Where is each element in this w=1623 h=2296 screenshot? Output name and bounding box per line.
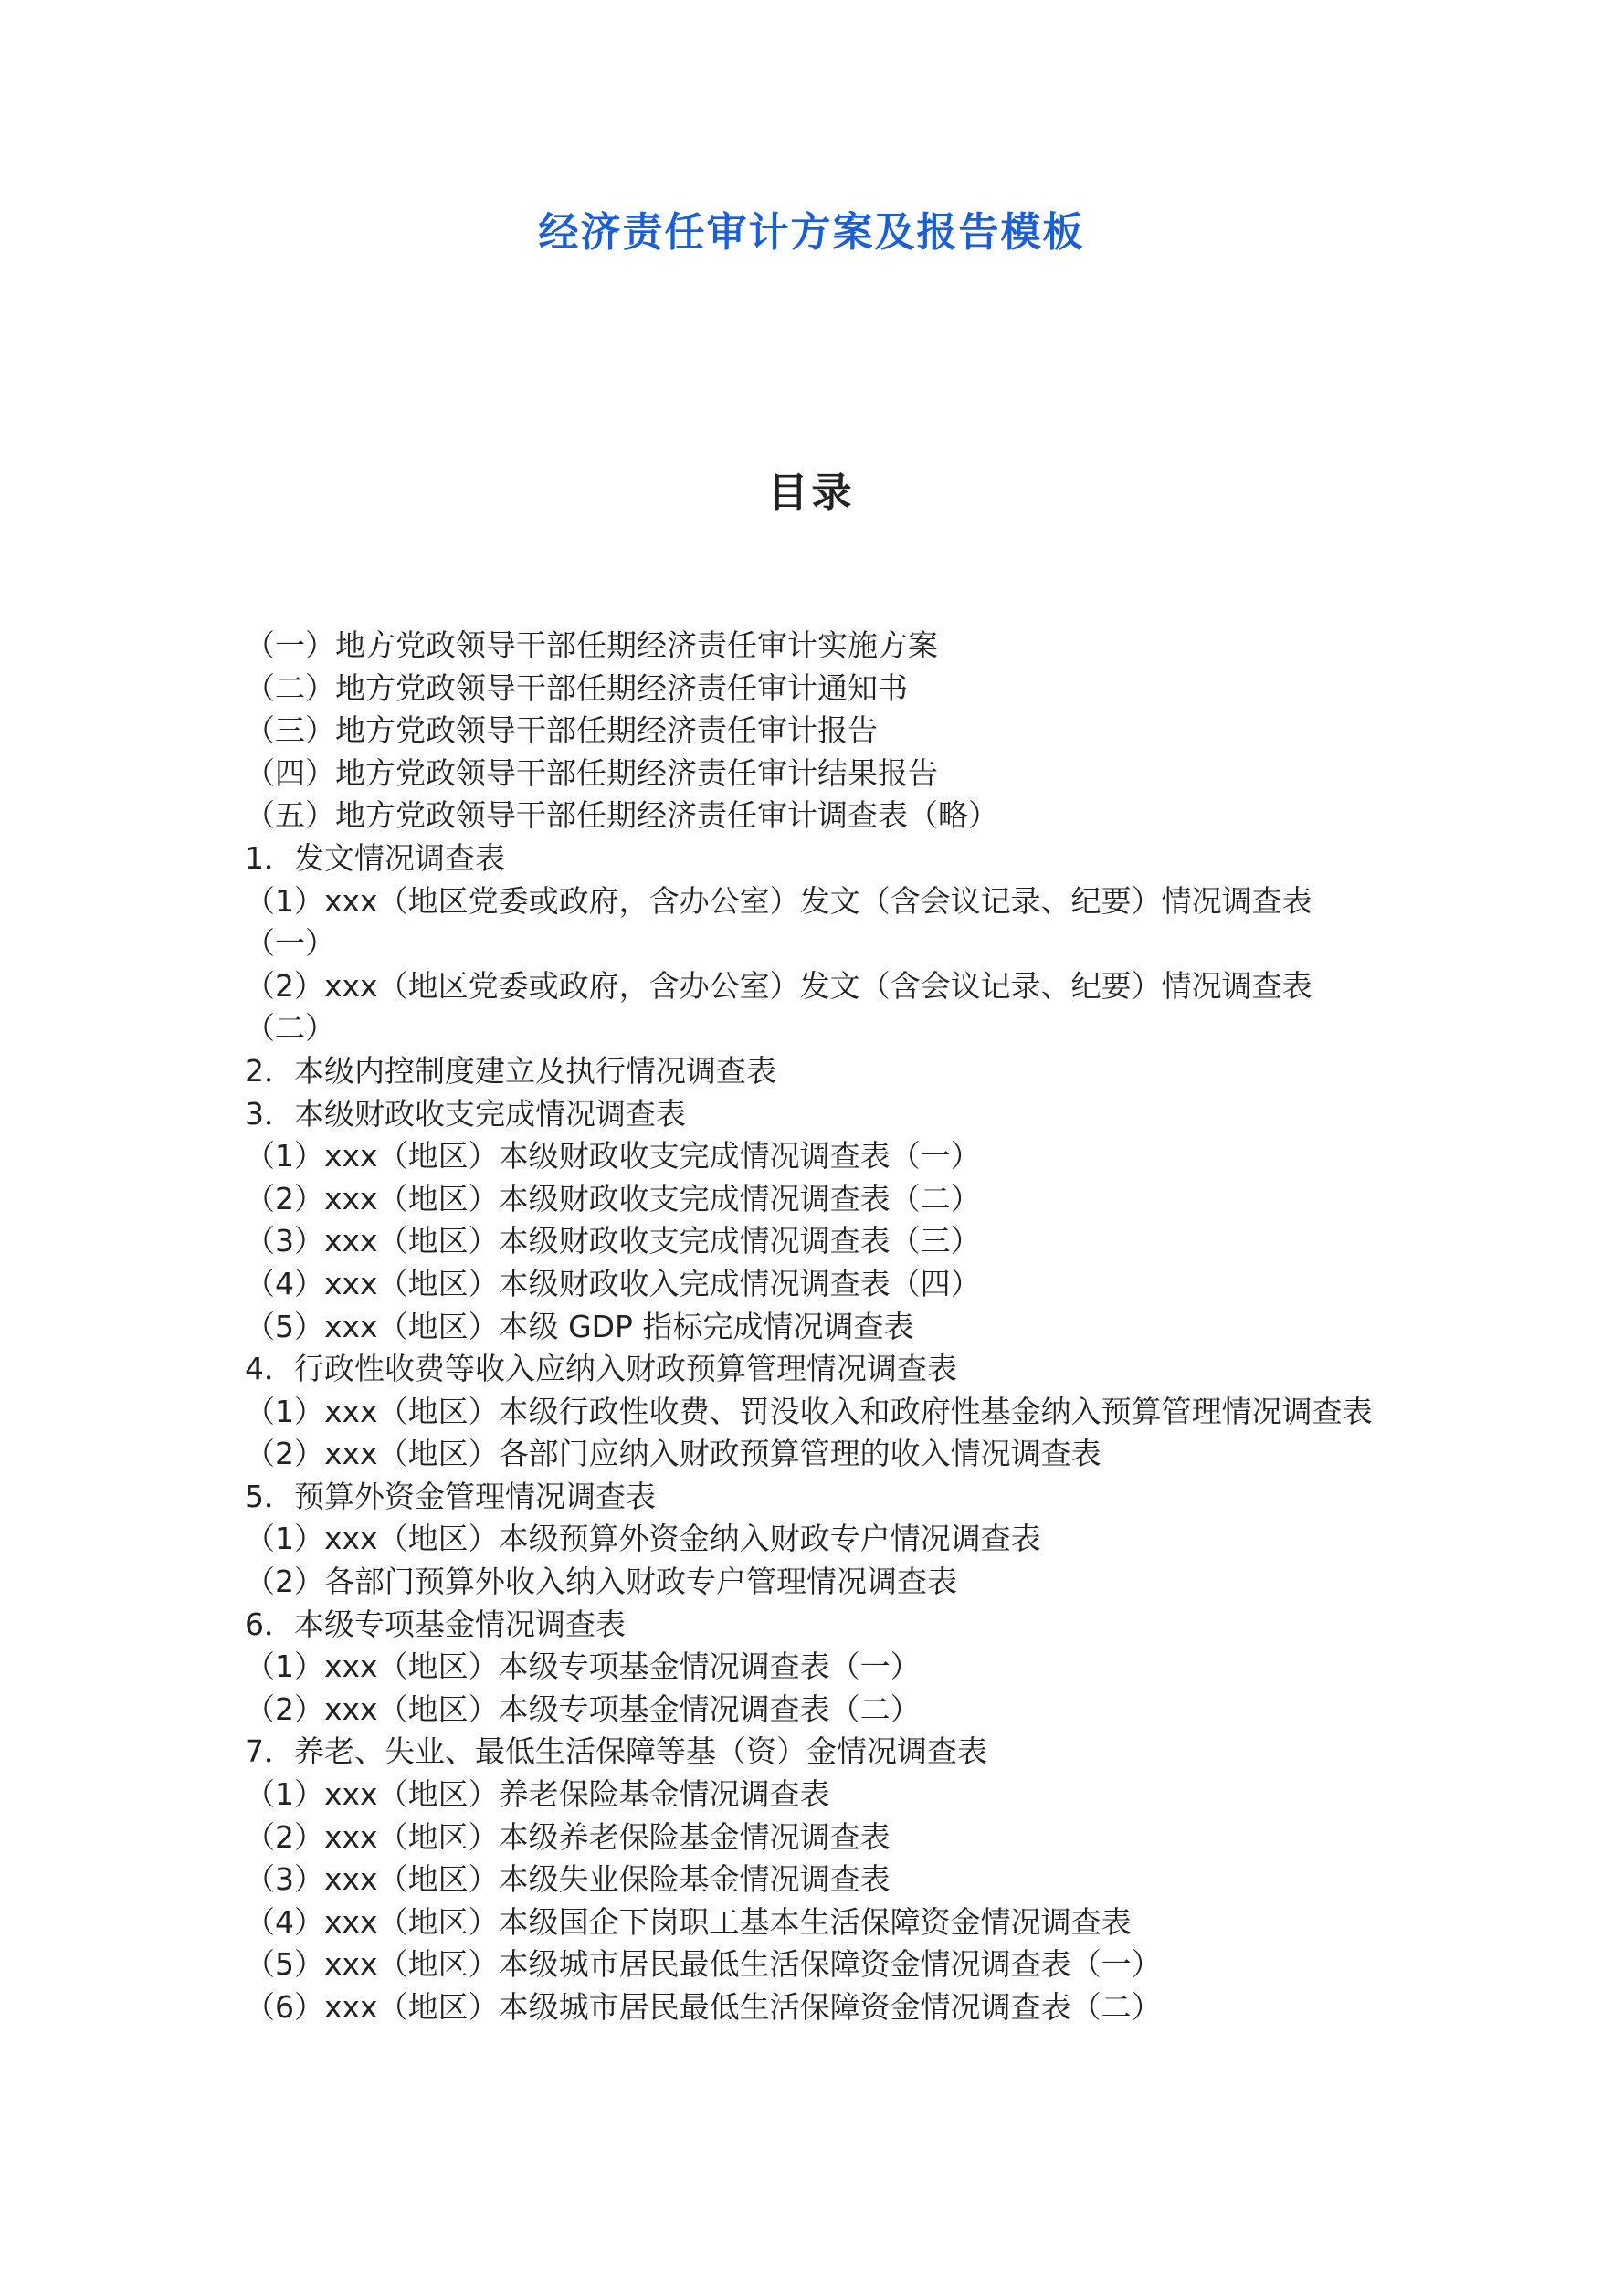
toc-item: 5．预算外资金管理情况调查表 bbox=[245, 1478, 656, 1514]
toc-item: 4．行政性收费等收入应纳入财政预算管理情况调查表 bbox=[245, 1351, 957, 1387]
table-of-contents bbox=[245, 625, 1386, 2029]
toc-item: （5）xxx（地区）本级城市居民最低生活保障资金情况调查表（一） bbox=[245, 1946, 1162, 1983]
toc-item: （1）xxx（地区）本级专项基金情况调查表（一） bbox=[245, 1648, 921, 1685]
toc-item: 2．本级内控制度建立及执行情况调查表 bbox=[245, 1052, 776, 1089]
toc-item: （3）xxx（地区）本级财政收支完成情况调查表（三） bbox=[245, 1223, 981, 1259]
toc-item: （一）地方党政领导干部任期经济责任审计实施方案 bbox=[245, 627, 938, 663]
toc-item: 1．发文情况调查表 bbox=[245, 839, 505, 876]
toc-item: （6）xxx（地区）本级城市居民最低生活保障资金情况调查表（二） bbox=[245, 1989, 1162, 2025]
toc-item: 7．养老、失业、最低生活保障等基（资）金情况调查表 bbox=[245, 1733, 987, 1770]
toc-item: （3）xxx（地区）本级失业保险基金情况调查表 bbox=[245, 1861, 891, 1898]
toc-item: （1）xxx（地区）本级财政收支完成情况调查表（一） bbox=[245, 1138, 981, 1174]
toc-item: （5）xxx（地区）本级 GDP 指标完成情况调查表 bbox=[245, 1308, 914, 1344]
toc-item: （1）xxx（地区党委或政府，含办公室）发文（含会议记录、纪要）情况调查表（一） bbox=[245, 882, 1312, 962]
toc-item: （4）xxx（地区）本级国企下岗职工基本生活保障资金情况调查表 bbox=[245, 1903, 1132, 1940]
toc-item: （四）地方党政领导干部任期经济责任审计结果报告 bbox=[245, 754, 938, 791]
toc-item: （2）xxx（地区）本级养老保险基金情况调查表 bbox=[245, 1818, 891, 1855]
toc-item: （1）xxx（地区）本级行政性收费、罚没收入和政府性基金纳入预算管理情况调查表 bbox=[245, 1393, 1373, 1429]
toc-item: （二）地方党政领导干部任期经济责任审计通知书 bbox=[245, 669, 908, 706]
toc-item: （1）xxx（地区）本级预算外资金纳入财政专户情况调查表 bbox=[245, 1521, 1041, 1557]
toc-heading: 目录 bbox=[767, 469, 856, 516]
toc-item: 3．本级财政收支完成情况调查表 bbox=[245, 1095, 686, 1132]
toc-item: 6．本级专项基金情况调查表 bbox=[245, 1606, 626, 1642]
toc-item: （2）xxx（地区）本级专项基金情况调查表（二） bbox=[245, 1690, 921, 1727]
toc-item: （三）地方党政领导干部任期经济责任审计报告 bbox=[245, 712, 878, 749]
toc-item: （2）xxx（地区）本级财政收支完成情况调查表（二） bbox=[245, 1180, 981, 1216]
toc-item: （4）xxx（地区）本级财政收入完成情况调查表（四） bbox=[245, 1265, 981, 1301]
toc-item: （1）xxx（地区）养老保险基金情况调查表 bbox=[245, 1776, 830, 1813]
toc-item: （2）xxx（地区）各部门应纳入财政预算管理的收入情况调查表 bbox=[245, 1436, 1101, 1472]
document-title: 经济责任审计方案及报告模板 bbox=[538, 209, 1085, 256]
toc-item: （2）各部门预算外收入纳入财政专户管理情况调查表 bbox=[245, 1564, 957, 1600]
toc-item: （五）地方党政领导干部任期经济责任审计调查表（略） bbox=[245, 797, 998, 834]
toc-item: （2）xxx（地区党委或政府，含办公室）发文（含会议记录、纪要）情况调查表（二） bbox=[245, 967, 1312, 1047]
